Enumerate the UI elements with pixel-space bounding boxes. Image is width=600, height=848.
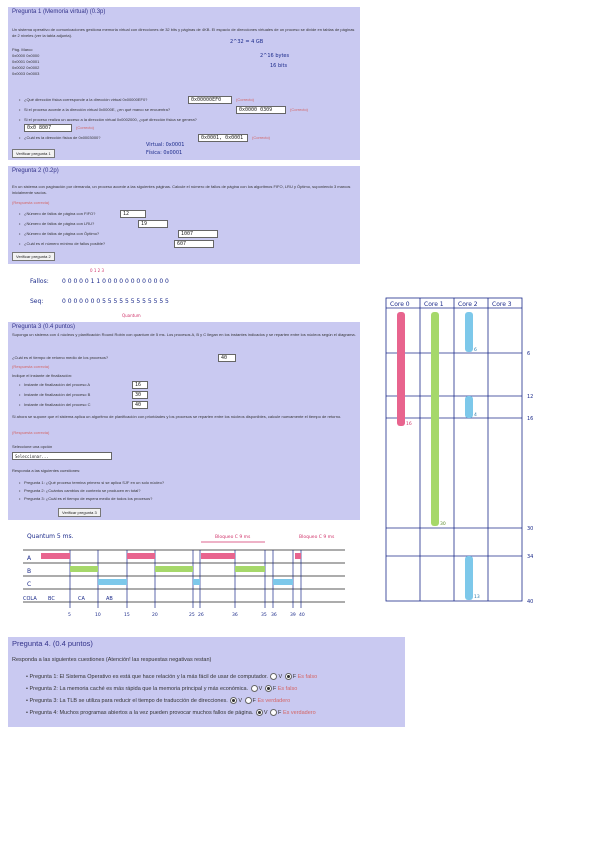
q1-item: • Si el proceso realiza un acceso a la dirección virtual 0x0002000, ¿qué dirección física se genera?	[24, 117, 354, 123]
gantt-tick: 20	[152, 613, 158, 618]
q4-row: • Pregunta 4: Muchos programas abiertos a la vez pueden provocar muchos fallos de página. V F Es verdadero	[26, 709, 316, 716]
q3-subitem: • Instante de finalización del proceso B	[24, 392, 134, 398]
core-header: Core 2	[458, 301, 478, 308]
q4-row: • Pregunta 3: La TLB se utiliza para reducir el tiempo de traducción de direcciones. V F Es verdadero	[26, 697, 291, 704]
q4-text: La memoria caché es más rápida que la memoria principal y más económica.	[59, 685, 249, 692]
gantt-row-label: B	[27, 568, 32, 575]
question-2-intro: En un sistema con paginación por demanda, un proceso accede a las siguientes páginas. Calcule el número de fallos de página con los algoritmos FIFO, LRU y Óptimo, suponiendo 3 marcos inicialmente vacíos.	[12, 184, 351, 195]
q4-radio-true[interactable]	[230, 697, 237, 704]
page-table-row: 0x0001 0x0001	[12, 59, 40, 64]
core2-bar	[465, 312, 473, 352]
time-mark: 12	[527, 394, 534, 400]
question-4-intro: Responda a las siguientes cuestiones (Atención! las respuestas negativas restan)	[12, 657, 212, 663]
q3-paragraph: Si ahora se supone que el sistema aplica un algoritmo de planificación con prioridades y los procesos se reparten entre los núcleos disponibles, calcule nuevamente el tiempo de retorno.	[12, 414, 342, 419]
page-table-row: 0x0000 0x0000	[12, 53, 40, 58]
seq-row-fallos: 0 0 0 0 0 1 1 0 0 0 0 0 0 0 0 0 0 0 0	[62, 278, 169, 285]
gantt-tick: 40	[299, 613, 305, 618]
gantt-diagram	[15, 530, 355, 640]
gantt-queue: CA	[78, 596, 85, 602]
page-table-row: 0x0003 0x0003	[12, 71, 40, 76]
gantt-queue: AB	[106, 596, 113, 602]
core2-bar	[465, 396, 473, 418]
q4-radio-true[interactable]	[251, 685, 258, 692]
core1-bar	[431, 312, 439, 526]
gantt-row-label: C	[27, 581, 32, 588]
q4-text: Muchos programas abiertos a la vez pueden provocar muchos fallos de página.	[59, 709, 254, 716]
q3-list-item: • Pregunta 2: ¿Cuántos cambios de contexto se producen en total?	[24, 488, 344, 494]
q3-select-label: Seleccione una opción	[12, 444, 53, 449]
q2-answer-input[interactable]: 607	[174, 240, 214, 248]
q2-answer-input[interactable]: 12	[120, 210, 146, 218]
gantt-tick: 15	[124, 613, 130, 618]
gantt-bar-b	[235, 566, 265, 572]
q3-subitem: • Instante de finalización del proceso A	[24, 382, 134, 388]
gantt-title: Quantum 5 ms.	[27, 533, 74, 540]
gantt-tick: 35	[261, 613, 267, 618]
q4-radio-false[interactable]	[270, 709, 277, 716]
hand-note: 16 bits	[270, 63, 288, 69]
question-2-panel	[8, 166, 360, 264]
core-bar-label: 6	[474, 348, 477, 353]
q4-option-label: F	[278, 709, 282, 716]
hand-note: Física: 0x0001	[146, 150, 183, 156]
gantt-row-label: COLA	[23, 596, 37, 602]
q3-subquestion: Indique el instante de finalización:	[12, 373, 73, 378]
core-bar-label: 16	[406, 422, 412, 427]
q2-answer-input[interactable]: 19	[138, 220, 168, 228]
question-3-panel	[8, 322, 360, 520]
seq-label-seq: Seq:	[30, 298, 44, 305]
page-table-header: Pág. Marco	[12, 47, 33, 52]
q3-select[interactable]	[12, 452, 112, 460]
q3-note-2: (Respuesta correcta)	[12, 430, 50, 435]
seq-note-bottom: Quantum	[122, 313, 141, 318]
gantt-bar-a	[201, 553, 235, 559]
core-header: Core 3	[492, 301, 512, 308]
hand-note: Virtual: 0x0001	[146, 142, 185, 148]
q1-feedback: (Correcto)	[290, 107, 309, 112]
q1-answer-input[interactable]: 0x0001, 0x0001	[198, 134, 248, 142]
q4-option-label: F	[272, 685, 277, 692]
core0-bar	[397, 312, 405, 426]
hand-note: 2^32 = 4 GB	[230, 39, 264, 45]
question-3-title: Pregunta 3 (0.4 puntos)	[12, 324, 76, 330]
gantt-tick: 5	[68, 613, 71, 618]
gantt-row-label: A	[27, 555, 32, 562]
question-1-intro: Un sistema operativo de comunicaciones gestiona memoria virtual con direcciones de 32 bits y páginas de 4KB. El espacio de direcciones virtuales de un proceso se divide en tablas de páginas de 2 niveles (ver la tabla adjunta).	[12, 27, 355, 38]
q3-subanswer-input[interactable]: 16	[132, 381, 148, 389]
q4-radio-false[interactable]	[265, 685, 272, 692]
q4-radio-true[interactable]	[256, 709, 263, 716]
q2-item: • ¿Número de fallos de página con LRU?	[24, 221, 134, 227]
q3-select-value: Seleccionar...	[15, 454, 49, 459]
q4-result: Es falso	[297, 673, 318, 680]
q3-list-item: • Pregunta 3: ¿Cuál es el tiempo de espera medio de todos los procesos?	[24, 496, 344, 502]
q3-subanswer-input[interactable]: 30	[132, 391, 148, 399]
time-mark: 16	[527, 416, 534, 422]
q4-text: El Sistema Operativo es está que hace relación y la más fácil de usar de computador.	[59, 673, 268, 680]
gantt-tick: 25	[189, 613, 195, 618]
gantt-bar-c	[273, 579, 293, 585]
core-bar-label: 4	[474, 413, 477, 418]
page-table	[12, 47, 72, 77]
hand-note: 2^16 bytes	[260, 53, 290, 59]
verify-question-2-button[interactable]: Verificar pregunta 2	[12, 252, 55, 261]
q4-text: La TLB se utiliza para reducir el tiempo de traducción de direcciones.	[59, 697, 228, 704]
gantt-queue: BC	[48, 596, 55, 602]
q4-label: Pregunta 3	[29, 697, 57, 704]
q2-item: • ¿Número de fallos de página con Óptimo?	[24, 231, 184, 237]
gantt-bar-a	[41, 553, 70, 559]
question-3-intro	[12, 332, 356, 338]
seq-row-seq: 0 0 0 0 0 0 0 5 5 5 5 5 5 5 5 5 5 5 5	[62, 298, 169, 305]
question-4-panel	[8, 637, 405, 727]
q4-option-label: V	[278, 673, 283, 680]
q4-option-label: V	[258, 685, 263, 692]
q1-item: • Si el proceso accede a la dirección virtual 0x0000E, ¿en qué marco se encuentra?	[24, 107, 234, 113]
core-bar-label: 13	[474, 595, 480, 600]
gantt-bar-a	[295, 553, 301, 559]
q4-label: Pregunta 2	[29, 685, 57, 692]
q3-list-title: Responda a las siguientes cuestiones:	[12, 468, 81, 473]
core-header: Core 0	[390, 301, 410, 308]
q3-list-item: • Pregunta 1: ¿Qué proceso termina primero si se aplica SJF en un solo núcleo?	[24, 480, 344, 486]
core2-bar	[465, 556, 473, 600]
q4-radio-false[interactable]	[285, 673, 292, 680]
q2-answer-input[interactable]: 1007	[178, 230, 218, 238]
core-header: Core 1	[424, 301, 444, 308]
question-3-question: ¿Cuál es el tiempo de retorno medio de los procesos?	[12, 355, 109, 360]
q4-row: • Pregunta 1: El Sistema Operativo es está que hace relación y la más fácil de usar de computador. V F Es falso	[26, 673, 318, 680]
cores-diagram	[384, 296, 544, 606]
q2-item: • ¿Cuál es el número mínimo de fallos posible?	[24, 241, 174, 247]
q4-row: • Pregunta 2: La memoria caché es más rápida que la memoria principal y más económica. V F Es falso	[26, 685, 298, 692]
q1-item: • ¿Qué dirección física corresponde a la dirección virtual 0x00000EF0?	[24, 97, 184, 103]
gantt-tick: 26	[198, 613, 204, 618]
q1-feedback: (Correcto)	[236, 97, 255, 102]
time-mark: 30	[527, 526, 534, 532]
q4-label: Pregunta 1	[29, 673, 57, 680]
q4-label: Pregunta 4	[29, 709, 57, 716]
question-1-title: Pregunta 1 (Memoria virtual) (0.3p)	[12, 9, 106, 15]
q3-subanswer-input[interactable]: 40	[132, 401, 148, 409]
q2-note: (Respuesta correcta)	[12, 200, 50, 205]
q3-note: (Respuesta correcta)	[12, 364, 50, 369]
q4-result: Es verdadero	[257, 697, 291, 704]
q4-option-label: F	[252, 697, 256, 704]
gantt-annotation: Bloqueo C 9 ms	[215, 535, 251, 540]
q2-item: • ¿Número de fallos de página con FIFO?	[24, 211, 122, 217]
time-mark: 34	[527, 554, 534, 560]
gantt-annotation: Bloqueo C 9 ms	[299, 535, 335, 540]
q4-option-label: V	[263, 709, 268, 716]
question-4-title: Pregunta 4. (0.4 puntos)	[12, 639, 93, 648]
q1-item: • ¿Cuál es la dirección física de 0x0003000?	[24, 135, 194, 141]
q3-answer-input[interactable]: 40	[218, 354, 236, 362]
question-1-panel	[8, 7, 360, 160]
q4-result: Es verdadero	[282, 709, 316, 716]
gantt-bar-b	[70, 566, 98, 572]
gantt-bar-b	[155, 566, 193, 572]
q3-subitem: • Instante de finalización del proceso C	[24, 402, 134, 408]
gantt-bar-c	[193, 579, 200, 585]
gantt-tick: 36	[232, 613, 238, 618]
seq-label-fallos: Fallos:	[30, 278, 49, 285]
q4-radio-true[interactable]	[270, 673, 277, 680]
q4-result: Es falso	[277, 685, 298, 692]
q4-radio-false[interactable]	[245, 697, 252, 704]
time-mark: 40	[527, 599, 534, 605]
question-3-intro-text: Suponga un sistema con 4 núcleos y planificación Round Robin con quantum de 5 ms. Los procesos A, B y C llegan en los instantes indicados y se reparten entre los núcleos según el diagrama.	[12, 332, 356, 337]
q1-answer-input[interactable]: 0x0000 0309	[236, 106, 286, 114]
question-2-title: Pregunta 2 (0.2p)	[12, 168, 59, 174]
gantt-bar-c	[98, 579, 127, 585]
q4-option-label: F	[292, 673, 297, 680]
gantt-tick: 39	[290, 613, 296, 618]
q1-feedback: (Correcto)	[76, 125, 95, 130]
core-bar-label: 30	[440, 522, 446, 527]
page-table-row: 0x0002 0x0002	[12, 65, 40, 70]
q4-option-label: V	[238, 697, 243, 704]
q1-feedback: (Correcto)	[252, 135, 271, 140]
verify-question-3-button[interactable]: Verificar pregunta 3	[58, 508, 101, 517]
verify-question-1-button[interactable]: Verificar pregunta 1	[12, 149, 55, 158]
gantt-bar-a	[127, 553, 155, 559]
gantt-tick: 10	[95, 613, 101, 618]
seq-note-top: 0 1 2 3	[90, 268, 104, 273]
time-mark: 6	[527, 351, 531, 357]
q1-answer-input[interactable]: 0x0 8007	[24, 124, 72, 132]
gantt-tick: 36	[271, 613, 277, 618]
q1-answer-input[interactable]: 0x00000EF0	[188, 96, 232, 104]
